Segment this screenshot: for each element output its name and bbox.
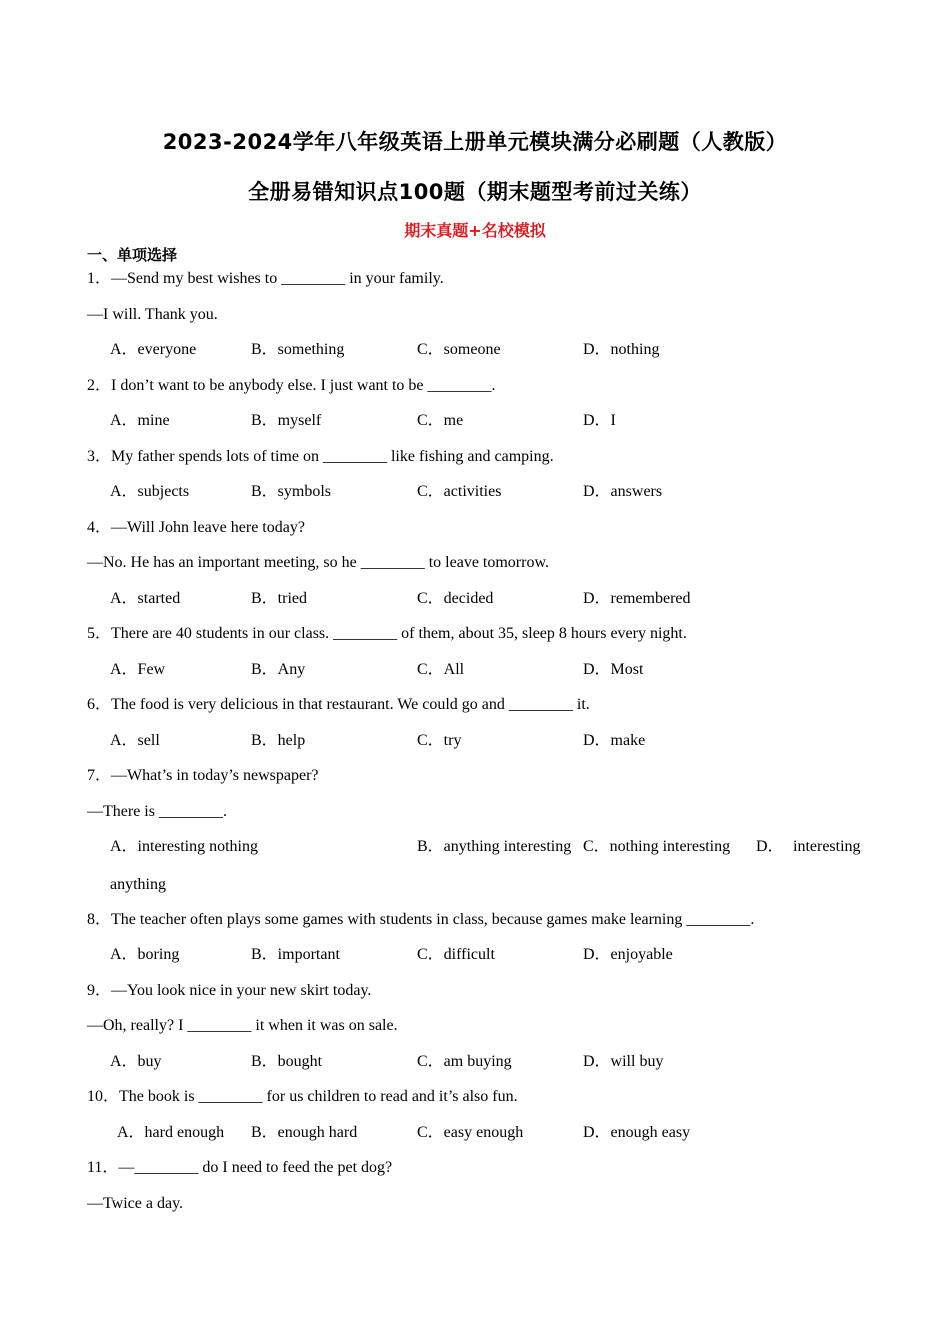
question-6-stem: 6．The food is very delicious in that restaurant. We could go and ________ it. (87, 696, 590, 713)
question-6-option-a: A．sell (110, 732, 160, 749)
question-9-option-b: B．bought (251, 1053, 323, 1070)
question-3-option-b: B．symbols (251, 483, 332, 500)
question-2-option-c: C．me (417, 412, 464, 429)
question-10-option-d: D．enough easy (583, 1124, 691, 1141)
question-10-option-c: C．easy enough (417, 1124, 524, 1141)
question-7-option-d-word2: anything (110, 876, 166, 893)
question-9-option-a: A．buy (110, 1053, 162, 1070)
question-7-option-d-word1: interesting (793, 838, 861, 855)
question-3-option-a: A．subjects (110, 483, 190, 500)
question-9-option-c: C．am buying (417, 1053, 512, 1070)
question-9-stem: 9．—You look nice in your new skirt today. (87, 982, 372, 999)
section-heading: 一、单项选择 (87, 246, 178, 264)
question-4-response: —No. He has an important meeting, so he ________ to leave tomorrow. (87, 554, 549, 571)
question-4-stem: 4．—Will John leave here today? (87, 519, 305, 536)
question-9-option-d: D．will buy (583, 1053, 664, 1070)
question-5-option-d: D．Most (583, 661, 644, 678)
question-10-option-b: B．enough hard (251, 1124, 358, 1141)
question-5-option-b: B．Any (251, 661, 306, 678)
question-1-option-d: D．nothing (583, 341, 660, 358)
document-subtitle-main: 全册易错知识点100题（期末题型考前过关练） (248, 180, 702, 204)
question-5-option-a: A．Few (110, 661, 166, 678)
question-9-response: —Oh, really? I ________ it when it was on sale. (87, 1017, 398, 1034)
question-5-option-c: C．All (417, 661, 465, 678)
question-8-option-b: B．important (251, 946, 340, 963)
question-7-stem: 7．—What’s in today’s newspaper? (87, 767, 319, 784)
question-1-option-b: B．something (251, 341, 345, 358)
question-2-option-b: B．myself (251, 412, 322, 429)
question-8-option-c: C．difficult (417, 946, 495, 963)
question-2-option-a: A．mine (110, 412, 170, 429)
question-1-stem: 1．—Send my best wishes to ________ in your family. (87, 270, 444, 287)
question-5-stem: 5．There are 40 students in our class. ________ of them, about 35, sleep 8 hours every night. (87, 625, 687, 642)
question-6-option-c: C．try (417, 732, 462, 749)
document-tagline: 期末真题+名校模拟 (404, 221, 546, 240)
question-8-stem: 8．The teacher often plays some games with students in class, because games make learning ________. (87, 911, 755, 928)
question-4-option-b: B．tried (251, 590, 307, 607)
question-7-option-a: A．interesting nothing (110, 838, 258, 855)
question-7-option-c: C．nothing interesting (583, 838, 731, 855)
question-3-option-d: D．answers (583, 483, 663, 500)
question-2-stem: 2．I don’t want to be anybody else. I just want to be ________. (87, 377, 496, 394)
question-11-stem: 11．—________ do I need to feed the pet dog? (87, 1159, 393, 1176)
question-4-option-c: C．decided (417, 590, 494, 607)
question-8-option-a: A．boring (110, 946, 180, 963)
question-2-option-d: D．I (583, 412, 616, 429)
question-4-option-d: D．remembered (583, 590, 691, 607)
question-10-stem: 10．The book is ________ for us children to read and it’s also fun. (87, 1088, 518, 1105)
question-1-option-a: A．everyone (110, 341, 197, 358)
question-10-option-a: A．hard enough (117, 1124, 225, 1141)
question-4-option-a: A．started (110, 590, 181, 607)
question-3-option-c: C．activities (417, 483, 502, 500)
question-8-option-d: D．enjoyable (583, 946, 673, 963)
question-11-response: —Twice a day. (87, 1195, 184, 1212)
question-7-option-d-letter: D． (756, 838, 784, 855)
question-7-response: —There is ________. (87, 803, 227, 820)
question-6-option-b: B．help (251, 732, 306, 749)
question-6-option-d: D．make (583, 732, 646, 749)
question-1-response: —I will. Thank you. (87, 306, 218, 323)
question-1-option-c: C．someone (417, 341, 501, 358)
question-7-option-b: B．anything interesting (417, 838, 572, 855)
document-title: 2023-2024学年八年级英语上册单元模块满分必刷题（人教版） (162, 130, 788, 154)
question-3-stem: 3．My father spends lots of time on ________ like fishing and camping. (87, 448, 554, 465)
